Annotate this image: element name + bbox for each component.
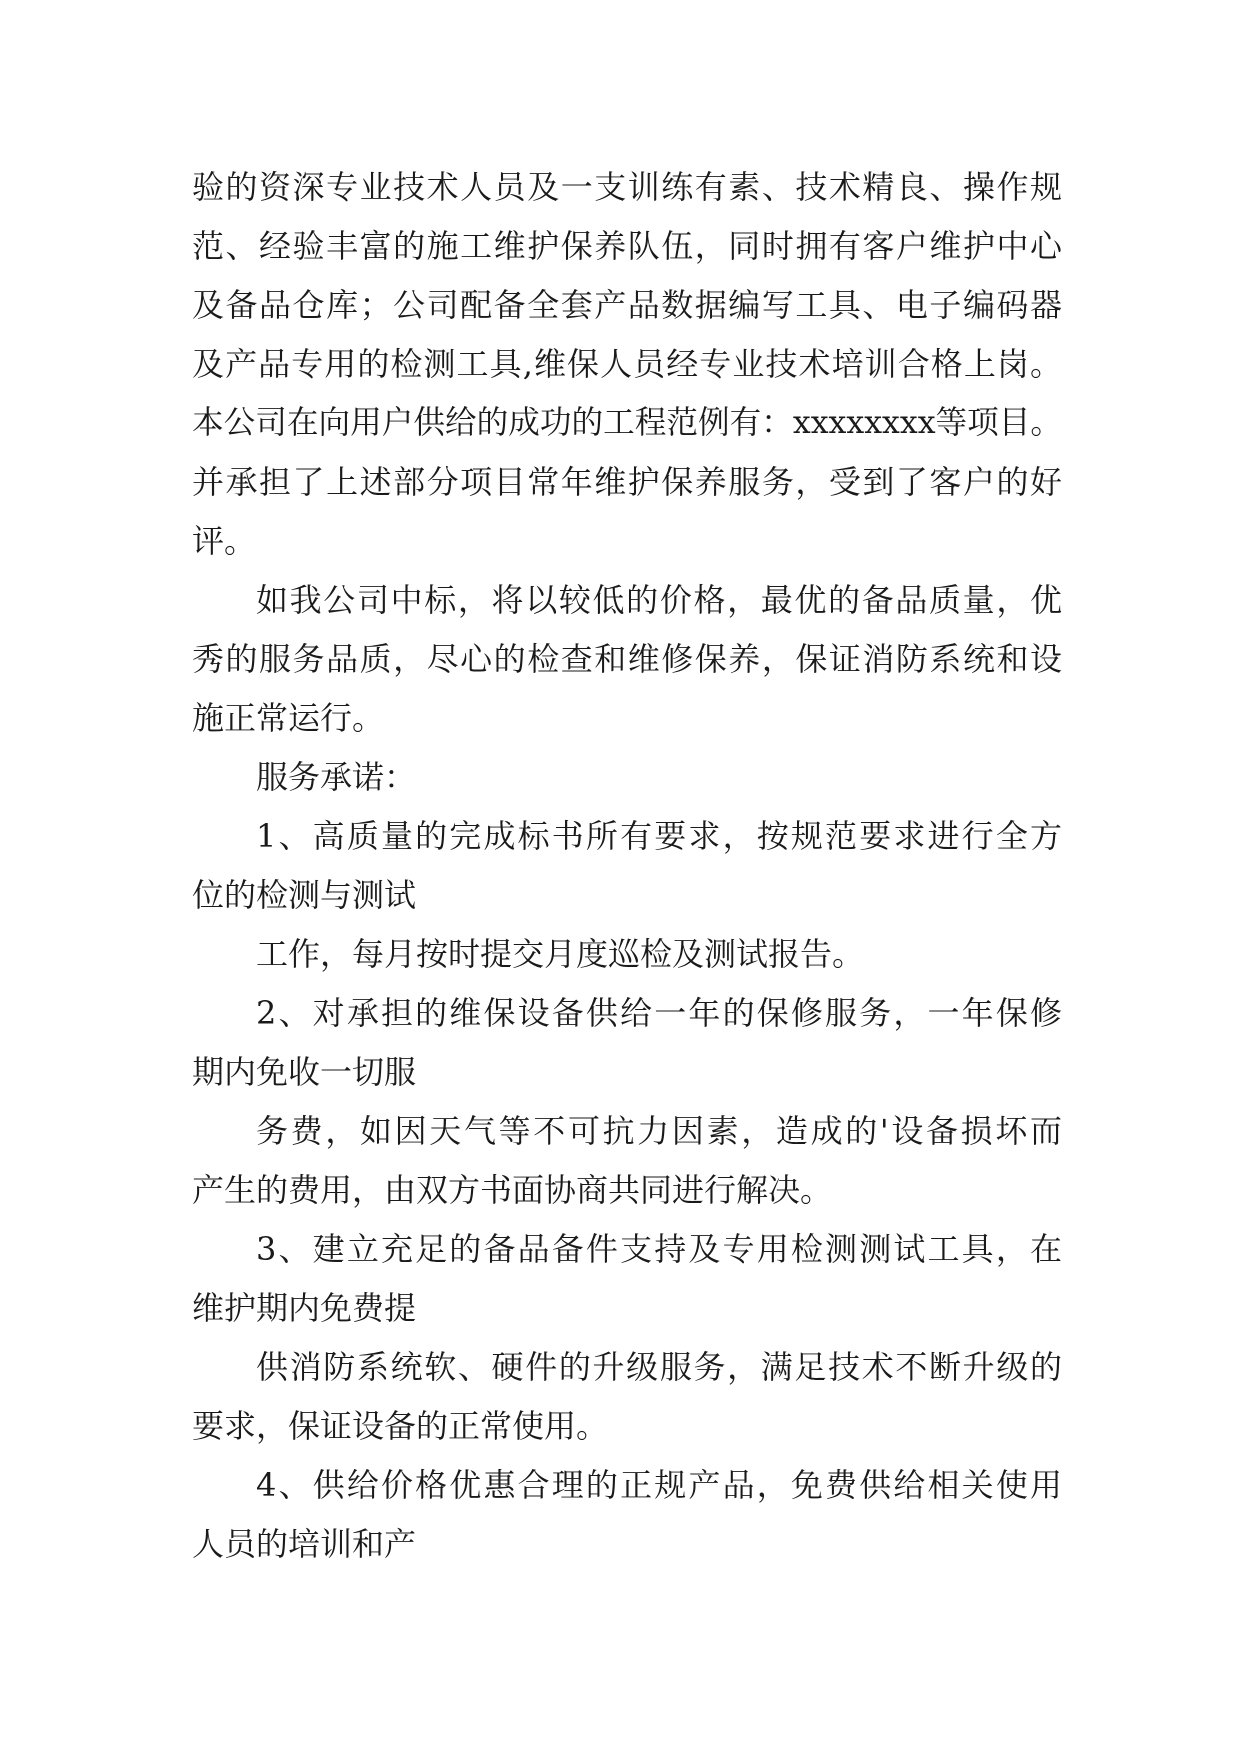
text-line-13: 位的检测与测试 bbox=[192, 876, 417, 914]
text-line-21: 供消防系统软、硬件的升级服务，满足技术不断升级的 bbox=[256, 1348, 1062, 1386]
text-line-8: 如我公司中标，将以较低的价格，最优的备品质量，优 bbox=[256, 581, 1062, 619]
text-line-24: 人员的培训和产 bbox=[192, 1525, 417, 1563]
text-line-11: 服务承诺： bbox=[256, 758, 417, 796]
text-line-10: 施正常运行。 bbox=[192, 699, 385, 737]
text-line-3: 及备品仓库；公司配备全套产品数据编写工具、电子编码器 bbox=[192, 286, 1062, 324]
text-line-1: 验的资深专业技术人员及一支训练有素、技术精良、操作规 bbox=[192, 168, 1062, 206]
text-line-16: 期内免收一切服 bbox=[192, 1053, 417, 1091]
text-line-6: 并承担了上述部分项目常年维护保养服务，受到了客户的好 bbox=[192, 463, 1062, 501]
text-line-19: 3、建立充足的备品备件支持及专用检测测试工具，在 bbox=[256, 1230, 1062, 1268]
text-line-14: 工作，每月按时提交月度巡检及测试报告。 bbox=[256, 935, 865, 973]
text-line-2: 范、经验丰富的施工维护保养队伍，同时拥有客户维护中心 bbox=[192, 227, 1062, 265]
text-line-9: 秀的服务品质，尽心的检查和维修保养，保证消防系统和设 bbox=[192, 640, 1062, 678]
text-line-17: 务费，如因天气等不可抗力因素，造成的'设备损坏而 bbox=[256, 1112, 1062, 1150]
text-line-15: 2、对承担的维保设备供给一年的保修服务，一年保修 bbox=[256, 994, 1062, 1032]
text-line-5: 本公司在向用户供给的成功的工程范例有：xxxxxxxx等项目。 bbox=[192, 405, 1063, 441]
text-line-4: 及产品专用的检测工具,维保人员经专业技术培训合格上岗。 bbox=[192, 345, 1062, 383]
text-line-7: 评。 bbox=[192, 522, 257, 560]
text-line-18: 产生的费用，由双方书面协商共同进行解决。 bbox=[192, 1171, 833, 1209]
text-line-12: 1、高质量的完成标书所有要求，按规范要求进行全方 bbox=[256, 817, 1062, 855]
text-line-20: 维护期内免费提 bbox=[192, 1289, 417, 1327]
text-line-22: 要求，保证设备的正常使用。 bbox=[192, 1407, 609, 1445]
text-line-23: 4、供给价格优惠合理的正规产品，免费供给相关使用 bbox=[256, 1466, 1062, 1504]
